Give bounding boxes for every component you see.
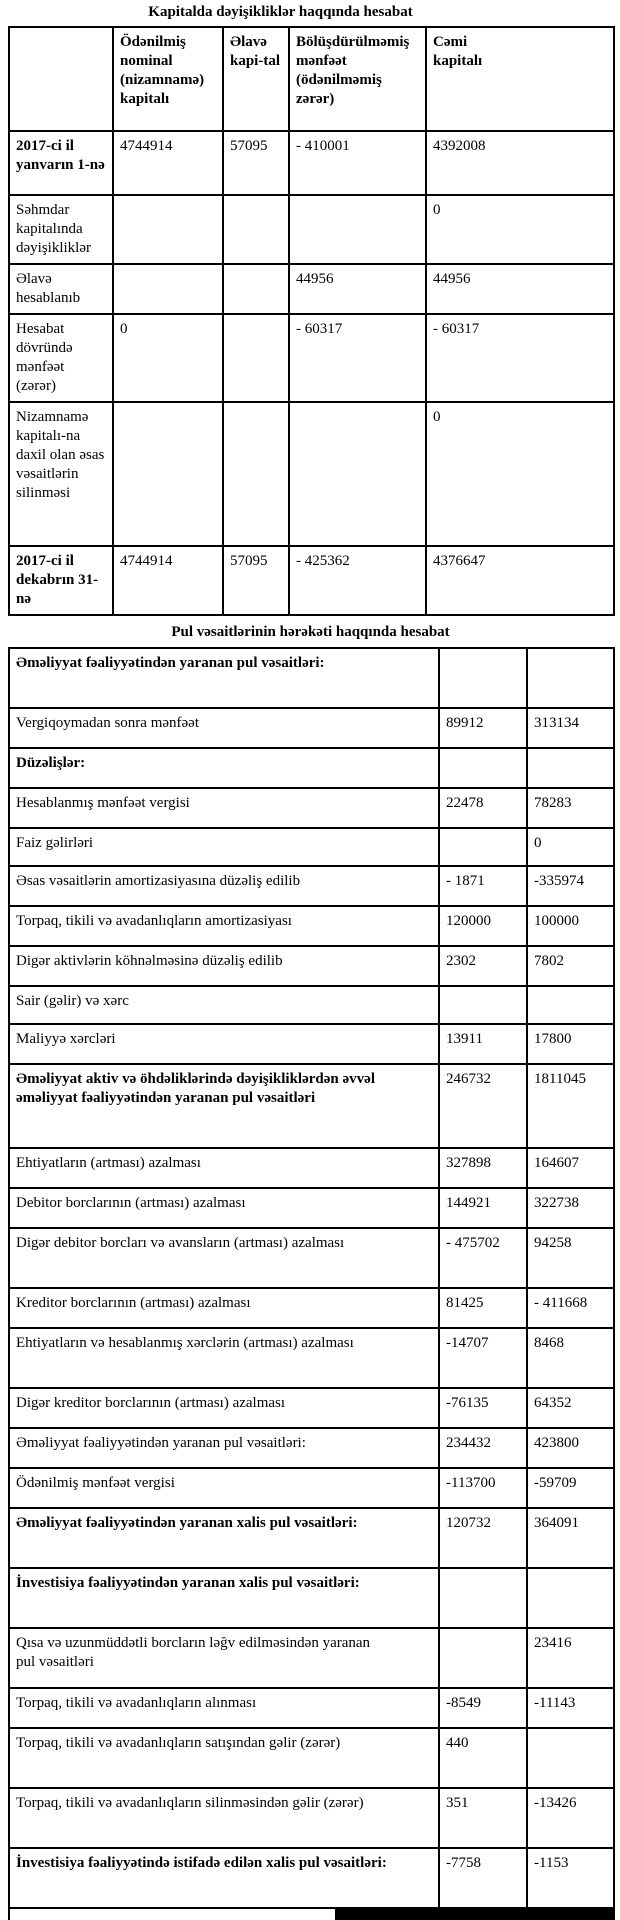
row-value-col2: -59709 [527,1468,614,1508]
row-value-additional-capital [223,402,289,546]
cashflow-row [9,708,614,748]
row-value-col1: -7758 [439,1848,527,1908]
row-label: Ehtiyatların (artması) azalması [9,1148,439,1188]
row-value-additional-capital [223,314,289,402]
row-value-col1: - 1871 [439,866,527,906]
row-value-col1: 2302 [439,946,527,986]
row-value-col1 [439,986,527,1024]
row-label: Əsas vəsaitlərin amortizasiyasına düzəliş edilib [9,866,439,906]
row-value-total: 0 [426,195,614,264]
row-label: 2017-ci il dekabrın 31-nə [9,546,113,615]
cashflow-row [9,1328,614,1388]
row-value-col1: 246732 [439,1064,527,1148]
row-value-additional-capital: 57095 [223,546,289,615]
capital-report-title: Kapitalda dəyişikliklər haqqında hesabat [148,4,413,20]
row-label: Digər kreditor borclarının (artması) azalması [9,1388,439,1428]
row-value-additional-capital: 57095 [223,131,289,195]
row-value-col2: - 411668 [527,1288,614,1328]
cashflow-row [9,788,614,828]
row-label: Digər aktivlərin köhnəlməsinə düzəliş edilib [9,946,439,986]
row-value-col2: 313134 [527,708,614,748]
row-value-col2: 23416 [527,1628,614,1688]
capital-row-period-profit-loss [9,314,614,402]
row-value-col2: 17800 [527,1024,614,1064]
row-value-col1: 120000 [439,906,527,946]
row-value-retained-earnings [289,195,426,264]
cutoff-dark-band [335,1907,613,1920]
row-value-col1: -14707 [439,1328,527,1388]
row-value-col2: -13426 [527,1788,614,1848]
capital-table-header-row [9,27,614,131]
row-value-col1: 89912 [439,708,527,748]
row-label: Hesabat dövründə mənfəət (zərər) [9,314,113,402]
row-label: Torpaq, tikili və avadanlıqların satışından gəlir (zərər) [9,1728,439,1788]
row-label: Səhmdar kapitalında dəyişikliklər [9,195,113,264]
row-label: İnvestisiya fəaliyyətindən yaranan xalis pul vəsaitləri: [9,1568,439,1628]
row-value-paid-capital [113,402,223,546]
cashflow-row [9,1288,614,1328]
cashflow-table [8,647,615,1920]
row-label: Əlavə hesablanıb [9,264,113,314]
cashflow-row [9,1788,614,1848]
row-label: Nizamnamə kapitalı-na daxil olan əsas vəsaitlərin silinməsi [9,402,113,546]
capital-header-retained-earnings: Bölüşdürülməmiş mənfəət (ödənilməmiş zərər) [289,27,426,131]
row-label: Torpaq, tikili və avadanlıqların amortizasiyası [9,906,439,946]
row-label: Kreditor borclarının (artması) azalması [9,1288,439,1328]
cashflow-row [9,1508,614,1568]
row-label: Hesablanmış mənfəət vergisi [9,788,439,828]
row-value-total: 44956 [426,264,614,314]
row-label: Ödənilmiş mənfəət vergisi [9,1468,439,1508]
row-value-col1: 144921 [439,1188,527,1228]
row-label: Torpaq, tikili və avadanlıqların silinməsindən gəlir (zərər) [9,1788,439,1848]
row-value-total: 4376647 [426,546,614,615]
capital-row-writeoff-fixed-assets [9,402,614,546]
row-value-additional-capital [223,195,289,264]
capital-header-empty [9,27,113,131]
cashflow-row [9,986,614,1024]
row-value-col1: 234432 [439,1428,527,1468]
row-value-total: - 60317 [426,314,614,402]
row-value-additional-capital [223,264,289,314]
cashflow-row [9,1064,614,1148]
row-value-col2: 94258 [527,1228,614,1288]
cashflow-row [9,1688,614,1728]
row-value-col1: 327898 [439,1148,527,1188]
row-value-paid-capital [113,264,223,314]
row-label: Əməliyyat fəaliyyətindən yaranan pul vəsaitləri: [9,1428,439,1468]
cashflow-row [9,1568,614,1628]
row-value-col2 [527,1568,614,1628]
cashflow-row [9,1428,614,1468]
row-value-total: 0 [426,402,614,546]
row-label: Maliyyə xərcləri [9,1024,439,1064]
row-label: Əməliyyat aktiv və öhdəliklərində dəyişikliklərdən əvvəl əməliyyat fəaliyyətindən yaranan pul vəsaitləri [9,1064,439,1148]
row-value-col1: -113700 [439,1468,527,1508]
row-value-col1: -76135 [439,1388,527,1428]
row-value-col2: 0 [527,828,614,866]
row-value-col1: 351 [439,1788,527,1848]
row-label: Əməliyyat fəaliyyətindən yaranan pul vəsaitləri: [9,648,439,708]
row-value-col2: 322738 [527,1188,614,1228]
row-label: Düzəlişlər: [9,748,439,788]
row-value-col1 [439,1628,527,1688]
row-value-col1: 22478 [439,788,527,828]
row-value-paid-capital: 4744914 [113,546,223,615]
row-value-paid-capital: 0 [113,314,223,402]
row-value-retained-earnings: 44956 [289,264,426,314]
row-value-col1: 120732 [439,1508,527,1568]
row-value-col2: -1153 [527,1848,614,1908]
cashflow-row [9,1388,614,1428]
row-value-col1: - 475702 [439,1228,527,1288]
row-value-retained-earnings: - 60317 [289,314,426,402]
capital-row-closing-balance [9,546,614,615]
cashflow-row [9,1468,614,1508]
row-value-col2: -11143 [527,1688,614,1728]
row-value-col1 [439,648,527,708]
row-value-col1 [439,1568,527,1628]
cashflow-row [9,906,614,946]
row-value-col2: -335974 [527,866,614,906]
capital-header-paid-nominal-capital: Ödənilmiş nominal (nizamnamə) kapitalı [113,27,223,131]
cashflow-row [9,1228,614,1288]
row-value-col2 [527,748,614,788]
row-value-col1 [439,748,527,788]
row-label: Vergiqoymadan sonra mənfəət [9,708,439,748]
row-label: Torpaq, tikili və avadanlıqların alınması [9,1688,439,1728]
row-label: Faiz gəlirləri [9,828,439,866]
row-value-col2: 423800 [527,1428,614,1468]
row-value-col2: 8468 [527,1328,614,1388]
capital-row-share-capital-changes [9,195,614,264]
row-value-col2: 7802 [527,946,614,986]
row-value-col2: 64352 [527,1388,614,1428]
capital-changes-table [8,26,615,616]
capital-header-total-capital: Cəmi kapitalı [426,27,614,131]
row-value-col2: 78283 [527,788,614,828]
row-value-col2 [527,1728,614,1788]
cashflow-row [9,946,614,986]
capital-row-additional-accrued [9,264,614,314]
cashflow-row [9,1728,614,1788]
row-value-retained-earnings: - 410001 [289,131,426,195]
capital-header-additional-capital: Əlavə kapi-tal [223,27,289,131]
row-value-col2 [527,648,614,708]
row-value-col2: 100000 [527,906,614,946]
cashflow-row [9,1148,614,1188]
row-value-col2: 364091 [527,1508,614,1568]
row-label: Ehtiyatların və hesablanmış xərclərin (artması) azalması [9,1328,439,1388]
row-value-col2: 1811045 [527,1064,614,1148]
row-value-paid-capital [113,195,223,264]
row-value-col1: 81425 [439,1288,527,1328]
row-label: 2017-ci il yanvarın 1-nə [9,131,113,195]
row-label: Debitor borclarının (artması) azalması [9,1188,439,1228]
row-value-retained-earnings: - 425362 [289,546,426,615]
row-value-col1: 13911 [439,1024,527,1064]
row-label: Digər debitor borcları və avansların (artması) azalması [9,1228,439,1288]
cashflow-row [9,1848,614,1908]
cashflow-row [9,1188,614,1228]
cashflow-row [9,828,614,866]
row-value-col1: 440 [439,1728,527,1788]
cashflow-row [9,1024,614,1064]
row-value-total: 4392008 [426,131,614,195]
row-label: Qısa və uzunmüddətli borcların ləğv edilməsindən yaranan pul vəsaitləri [9,1628,439,1688]
capital-row-opening-balance [9,131,614,195]
row-value-col2 [527,986,614,1024]
row-value-col2: 164607 [527,1148,614,1188]
row-value-col1: -8549 [439,1688,527,1728]
row-label: Sair (gəlir) və xərc [9,986,439,1024]
row-value-paid-capital: 4744914 [113,131,223,195]
row-value-col1 [439,828,527,866]
row-value-retained-earnings [289,402,426,546]
row-label: İnvestisiya fəaliyyətində istifadə edilən xalis pul vəsaitləri: [9,1848,439,1908]
row-label: Əməliyyat fəaliyyətindən yaranan xalis pul vəsaitləri: [9,1508,439,1568]
cashflow-row [9,1628,614,1688]
cashflow-row [9,648,614,708]
cashflow-row [9,748,614,788]
cashflow-report-title: Pul vəsaitlərinin hərəkəti haqqında hesabat [171,624,450,640]
cashflow-row [9,866,614,906]
